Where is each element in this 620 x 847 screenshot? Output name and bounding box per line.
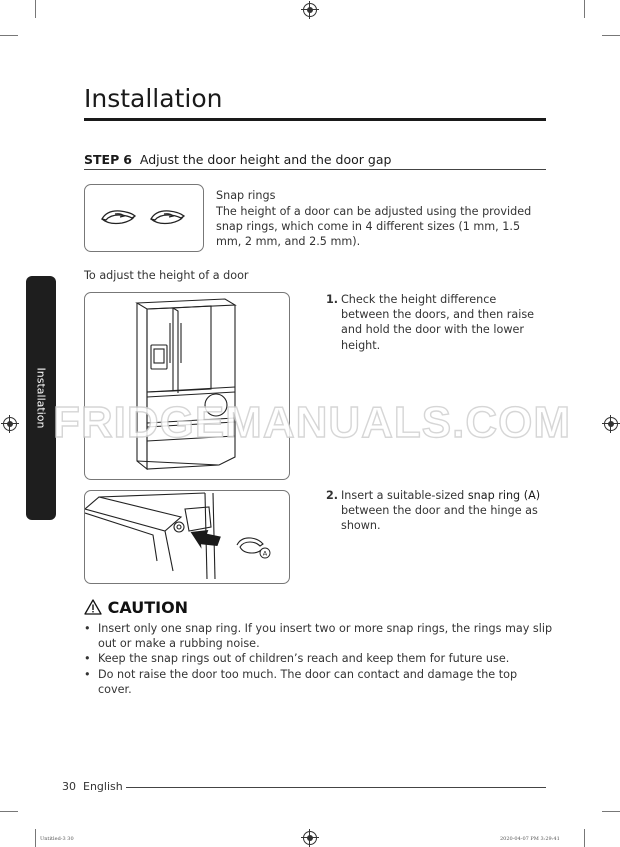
instruction-2-number: 2. <box>326 489 339 502</box>
instruction-2-text-before: Insert a suitable-sized <box>341 489 468 502</box>
instruction-2-text-after: between the door and the hinge as shown. <box>341 504 538 533</box>
caution-heading <box>84 598 188 617</box>
print-info-left: Untitled-3 30 <box>40 836 74 842</box>
caution-item: • Keep the snap rings out of children’s reach and keep them for future use. <box>84 651 554 666</box>
step-heading <box>84 152 391 167</box>
snap-rings-illustration <box>85 185 203 251</box>
registration-mark-right <box>604 417 618 431</box>
watermark: FRIDGEMANUALS.COM <box>52 398 572 447</box>
registration-mark-bottom <box>303 831 317 845</box>
registration-mark-left <box>3 417 17 431</box>
hinge-image <box>84 490 290 584</box>
crop-mark <box>0 35 18 36</box>
page-title: Installation <box>84 84 223 113</box>
registration-mark-top <box>303 3 317 17</box>
snap-rings-description: The height of a door can be adjusted using the provided snap rings, which come in 4 different sizes (1 mm, 1.5 mm, 2 mm, and 2.5 mm). <box>216 205 532 249</box>
caution-list <box>84 621 554 697</box>
fridge-illustration <box>85 293 289 479</box>
side-tab-label: Installation <box>34 367 48 429</box>
snap-ring-highlight: snap ring (A) <box>467 489 541 502</box>
page-footer <box>62 780 123 793</box>
caution-title: CAUTION <box>107 598 189 617</box>
print-info-right: 2020-04-07 PM 3:29:41 <box>500 836 560 842</box>
caution-item: • Insert only one snap ring. If you insert two or more snap rings, the rings may slip out or make a rubbing noise. <box>84 621 554 651</box>
caution-item: • Do not raise the door too much. The door can contact and damage the top cover. <box>84 667 554 697</box>
adjust-heading: To adjust the height of a door <box>84 269 249 282</box>
snap-rings-image <box>84 184 204 252</box>
hinge-illustration <box>85 491 289 583</box>
instruction-2-text <box>341 488 546 534</box>
crop-mark <box>35 0 36 18</box>
step-label: STEP <box>84 152 120 167</box>
crop-mark <box>602 35 620 36</box>
page-number: 30 <box>62 780 76 793</box>
instruction-1-text: Check the height difference between the doors, and then raise and hold the door with the lower height. <box>341 293 535 352</box>
crop-mark <box>0 811 18 812</box>
footer-language: English <box>83 780 123 793</box>
warning-triangle-icon <box>84 599 102 615</box>
illustration-label-a: A <box>262 549 268 558</box>
step-number: 6 <box>123 152 132 167</box>
crop-mark <box>584 0 585 18</box>
footer-rule <box>126 787 546 788</box>
crop-mark <box>584 829 585 847</box>
title-rule <box>84 118 546 121</box>
instruction-1-number: 1. <box>326 293 339 306</box>
step-rule <box>84 169 546 170</box>
crop-mark <box>35 829 36 847</box>
crop-mark <box>602 811 620 812</box>
step-title: Adjust the door height and the door gap <box>139 152 392 167</box>
fridge-image <box>84 292 290 480</box>
snap-rings-title: Snap rings <box>216 189 276 202</box>
